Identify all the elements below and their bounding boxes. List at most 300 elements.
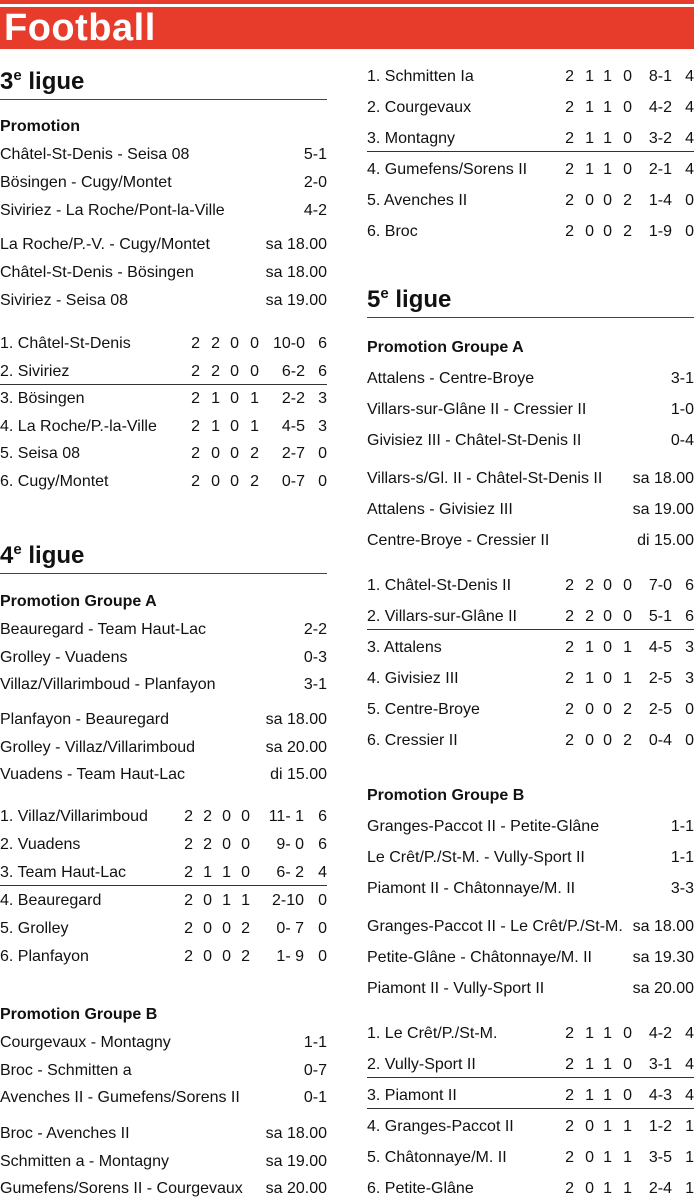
stat-p: 2 bbox=[191, 335, 200, 352]
result-row bbox=[0, 145, 327, 165]
result-row bbox=[0, 1088, 327, 1108]
stat-pts: 4 bbox=[318, 864, 327, 881]
team-name: 1. Châtel-St-Denis II bbox=[367, 577, 512, 594]
stat-pts: 4 bbox=[685, 1025, 694, 1042]
table-row bbox=[367, 1024, 694, 1046]
fixture-row bbox=[0, 291, 327, 311]
stat-pts: 0 bbox=[318, 948, 327, 965]
stat-l: 0 bbox=[623, 1087, 632, 1104]
stat-p: 2 bbox=[565, 1087, 574, 1104]
match-label: Planfayon - Beauregard bbox=[0, 711, 169, 728]
stat-w: 0 bbox=[585, 1149, 594, 1166]
match-score: 1-1 bbox=[670, 818, 694, 835]
match-score: 2-0 bbox=[303, 174, 327, 191]
stat-d: 0 bbox=[603, 639, 612, 656]
stat-d: 1 bbox=[603, 1025, 612, 1042]
match-label: Siviriez - La Roche/Pont-la-Ville bbox=[0, 202, 225, 219]
stat-d: 0 bbox=[222, 808, 231, 825]
stat-p: 2 bbox=[565, 670, 574, 687]
fixture-row bbox=[0, 235, 327, 255]
stat-d: 1 bbox=[603, 1149, 612, 1166]
stat-p: 2 bbox=[565, 68, 574, 85]
stat-p: 2 bbox=[184, 948, 193, 965]
stat-l: 1 bbox=[623, 670, 632, 687]
match-time: sa 20.00 bbox=[265, 738, 327, 756]
stat-d: 1 bbox=[603, 1056, 612, 1073]
group-title: Promotion Groupe A bbox=[0, 593, 157, 610]
team-name: 2. Siviriez bbox=[0, 362, 70, 380]
stat-pts: 4 bbox=[685, 68, 694, 85]
match-score: 4-2 bbox=[303, 202, 327, 219]
team-name: 6. Petite-Glâne bbox=[367, 1180, 474, 1197]
stat-p: 2 bbox=[565, 577, 574, 594]
stat-l: 0 bbox=[623, 161, 632, 178]
stat-w: 0 bbox=[203, 920, 212, 937]
result-row bbox=[367, 431, 694, 451]
stat-d: 1 bbox=[603, 1087, 612, 1104]
team-name: 3. Attalens bbox=[367, 639, 442, 656]
match-label: Granges-Paccot II - Petite-Glâne bbox=[367, 818, 600, 835]
stat-d: 0 bbox=[230, 335, 239, 352]
stat-pts: 0 bbox=[318, 892, 327, 909]
stat-w: 1 bbox=[585, 670, 594, 687]
league-3-heading: 3e ligue bbox=[0, 68, 327, 100]
stat-w: 0 bbox=[585, 701, 594, 718]
team-name: 4. Beauregard bbox=[0, 892, 102, 909]
table-row bbox=[0, 444, 327, 466]
stat-d: 0 bbox=[603, 701, 612, 718]
stat-goals: 6-2 bbox=[281, 362, 305, 380]
stat-w: 2 bbox=[585, 608, 594, 625]
stat-l: 1 bbox=[623, 1180, 632, 1197]
league-4-heading: 4e ligue bbox=[0, 542, 327, 574]
match-score: 0-1 bbox=[303, 1089, 327, 1106]
stat-p: 2 bbox=[565, 1149, 574, 1166]
stat-l: 2 bbox=[250, 473, 259, 490]
table-row bbox=[367, 222, 694, 244]
result-row bbox=[0, 1061, 327, 1081]
stat-pts: 4 bbox=[685, 161, 694, 178]
match-time: sa 18.00 bbox=[265, 711, 327, 728]
stat-d: 0 bbox=[603, 223, 612, 240]
table-row bbox=[0, 807, 327, 829]
match-label: Courgevaux - Montagny bbox=[0, 1034, 171, 1051]
stat-w: 0 bbox=[585, 1118, 594, 1135]
result-row bbox=[367, 848, 694, 868]
stat-p: 2 bbox=[565, 732, 574, 749]
stat-d: 0 bbox=[603, 608, 612, 625]
table-row bbox=[367, 1117, 694, 1139]
group-title: Promotion Groupe B bbox=[367, 787, 525, 804]
stat-goals: 3-5 bbox=[648, 1149, 672, 1166]
match-score: 3-1 bbox=[670, 370, 694, 387]
fixture-row bbox=[0, 1179, 327, 1199]
stat-goals: 0- 7 bbox=[276, 920, 304, 937]
stat-l: 0 bbox=[241, 864, 250, 881]
match-time: sa 18.00 bbox=[265, 1125, 327, 1142]
stat-p: 2 bbox=[565, 701, 574, 718]
stat-goals: 2-5 bbox=[648, 701, 672, 718]
table-row bbox=[367, 129, 694, 152]
fixture-row bbox=[367, 948, 694, 968]
match-label: Châtel-St-Denis - Bösingen bbox=[0, 264, 194, 281]
stat-goals: 0-7 bbox=[281, 473, 305, 490]
stat-d: 1 bbox=[222, 892, 231, 909]
match-time: sa 18.00 bbox=[265, 236, 327, 253]
stat-p: 2 bbox=[184, 836, 193, 853]
match-label: Granges-Paccot II - Le Crêt/P./St-M. bbox=[367, 918, 623, 935]
stat-p: 2 bbox=[565, 223, 574, 240]
stat-goals: 9- 0 bbox=[276, 836, 304, 853]
result-row bbox=[367, 879, 694, 899]
table-row bbox=[367, 700, 694, 722]
stat-pts: 4 bbox=[685, 1087, 694, 1104]
stat-pts: 3 bbox=[318, 390, 327, 408]
stat-goals: 4-5 bbox=[281, 417, 305, 435]
fixture-row bbox=[0, 1152, 327, 1172]
stat-p: 2 bbox=[565, 1180, 574, 1197]
stat-p: 2 bbox=[191, 445, 200, 463]
stat-w: 0 bbox=[203, 948, 212, 965]
team-name: 5. Centre-Broye bbox=[367, 701, 480, 718]
stat-goals: 3-1 bbox=[648, 1056, 672, 1073]
match-label: Broc - Avenches II bbox=[0, 1125, 130, 1142]
match-time: sa 18.00 bbox=[632, 470, 694, 487]
team-name: 1. Châtel-St-Denis bbox=[0, 335, 131, 352]
table-row bbox=[367, 669, 694, 691]
match-label: Villars-sur-Glâne II - Cressier II bbox=[367, 401, 587, 418]
result-row bbox=[0, 201, 327, 221]
stat-w: 0 bbox=[585, 732, 594, 749]
stat-w: 1 bbox=[585, 130, 594, 147]
stat-d: 0 bbox=[230, 390, 239, 408]
team-name: 6. Broc bbox=[367, 223, 418, 240]
stat-d: 0 bbox=[222, 836, 231, 853]
stat-goals: 2-1 bbox=[648, 161, 672, 178]
stat-pts: 0 bbox=[685, 732, 694, 749]
stat-p: 2 bbox=[184, 864, 193, 881]
table-row bbox=[0, 835, 327, 857]
stat-pts: 6 bbox=[685, 577, 694, 594]
stat-goals: 5-1 bbox=[648, 608, 672, 625]
stat-w: 1 bbox=[585, 639, 594, 656]
stat-l: 2 bbox=[241, 920, 250, 937]
stat-w: 0 bbox=[585, 192, 594, 209]
match-score: 0-3 bbox=[303, 648, 327, 666]
team-name: 4. La Roche/P.-la-Ville bbox=[0, 417, 157, 435]
stat-d: 0 bbox=[603, 732, 612, 749]
stat-d: 1 bbox=[603, 1118, 612, 1135]
match-time: sa 19.30 bbox=[632, 949, 694, 966]
stat-w: 1 bbox=[211, 390, 220, 408]
table-row bbox=[367, 731, 694, 753]
match-time: sa 19.00 bbox=[265, 1152, 327, 1170]
stat-w: 1 bbox=[585, 68, 594, 85]
match-label: Châtel-St-Denis - Seisa 08 bbox=[0, 146, 190, 163]
match-time: di 15.00 bbox=[270, 766, 327, 783]
match-label: Villars-s/Gl. II - Châtel-St-Denis II bbox=[367, 470, 603, 487]
match-label: Petite-Glâne - Châtonnaye/M. II bbox=[367, 949, 592, 966]
stat-d: 1 bbox=[603, 68, 612, 85]
right-column bbox=[367, 0, 694, 1201]
stat-l: 0 bbox=[623, 130, 632, 147]
stat-p: 2 bbox=[565, 1056, 574, 1073]
stat-pts: 6 bbox=[318, 362, 327, 380]
team-name: 5. Châtonnaye/M. II bbox=[367, 1149, 507, 1166]
team-name: 2. Vuadens bbox=[0, 836, 81, 853]
fixture-row bbox=[0, 263, 327, 283]
stat-pts: 4 bbox=[685, 130, 694, 147]
group-title: Promotion Groupe A bbox=[367, 339, 524, 356]
match-time: sa 18.00 bbox=[265, 264, 327, 281]
match-score: 1-1 bbox=[303, 1034, 327, 1051]
result-row bbox=[367, 369, 694, 389]
stat-l: 0 bbox=[250, 335, 259, 352]
stat-l: 0 bbox=[241, 836, 250, 853]
stat-w: 1 bbox=[585, 1025, 594, 1042]
stat-pts: 3 bbox=[685, 670, 694, 687]
team-name: 1. Villaz/Villarimboud bbox=[0, 808, 148, 825]
result-row bbox=[0, 620, 327, 640]
team-name: 2. Vully-Sport II bbox=[367, 1056, 476, 1073]
stat-l: 1 bbox=[623, 1118, 632, 1135]
team-name: 1. Schmitten Ia bbox=[367, 68, 474, 85]
table-row bbox=[0, 334, 327, 356]
stat-goals: 1-4 bbox=[648, 192, 672, 209]
group-title: Promotion Groupe B bbox=[0, 1006, 158, 1023]
match-label: Piamont II - Châtonnaye/M. II bbox=[367, 880, 576, 897]
team-name: 3. Montagny bbox=[367, 130, 456, 147]
table-row bbox=[367, 638, 694, 660]
fixture-row bbox=[0, 710, 327, 730]
fixture-row bbox=[367, 531, 694, 551]
team-name: 4. Givisiez III bbox=[367, 670, 459, 687]
stat-pts: 4 bbox=[685, 99, 694, 116]
stat-l: 2 bbox=[623, 192, 632, 209]
stat-pts: 6 bbox=[685, 608, 694, 625]
team-name: 4. Granges-Paccot II bbox=[367, 1118, 514, 1135]
stat-goals: 11- 1 bbox=[268, 808, 304, 825]
stat-goals: 7-0 bbox=[648, 577, 672, 594]
left-column bbox=[0, 0, 327, 1201]
match-score: 1-1 bbox=[670, 849, 694, 866]
match-time: sa 19.00 bbox=[632, 501, 694, 518]
stat-w: 2 bbox=[585, 577, 594, 594]
stat-w: 0 bbox=[585, 223, 594, 240]
stat-goals: 3-2 bbox=[648, 130, 672, 147]
match-label: Broc - Schmitten a bbox=[0, 1061, 132, 1079]
stat-goals: 1-9 bbox=[648, 223, 672, 240]
match-score: 0-4 bbox=[670, 432, 694, 449]
stat-w: 1 bbox=[585, 1087, 594, 1104]
match-time: di 15.00 bbox=[637, 532, 694, 549]
stat-w: 2 bbox=[203, 836, 212, 853]
stat-p: 2 bbox=[184, 920, 193, 937]
table-row bbox=[0, 417, 327, 439]
stat-l: 2 bbox=[623, 732, 632, 749]
stat-p: 2 bbox=[565, 161, 574, 178]
match-label: Beauregard - Team Haut-Lac bbox=[0, 621, 207, 638]
result-row bbox=[367, 400, 694, 420]
stat-p: 2 bbox=[565, 1025, 574, 1042]
stat-d: 1 bbox=[603, 99, 612, 116]
team-name: 2. Courgevaux bbox=[367, 99, 472, 116]
stat-goals: 2-2 bbox=[281, 390, 305, 408]
stat-l: 0 bbox=[623, 1025, 632, 1042]
table-row bbox=[367, 191, 694, 213]
match-label: Le Crêt/P./St-M. - Vully-Sport II bbox=[367, 849, 585, 866]
stat-w: 0 bbox=[211, 445, 220, 463]
stat-p: 2 bbox=[565, 130, 574, 147]
stat-goals: 1- 9 bbox=[276, 948, 304, 965]
match-label: Attalens - Centre-Broye bbox=[367, 370, 535, 387]
stat-pts: 0 bbox=[685, 192, 694, 209]
stat-d: 0 bbox=[230, 417, 239, 435]
stat-goals: 6- 2 bbox=[276, 864, 304, 881]
stat-l: 0 bbox=[250, 362, 259, 380]
stat-goals: 2-4 bbox=[648, 1180, 672, 1197]
match-label: Siviriez - Seisa 08 bbox=[0, 292, 129, 309]
stat-goals: 4-2 bbox=[648, 1025, 672, 1042]
stat-w: 1 bbox=[585, 161, 594, 178]
match-time: sa 19.00 bbox=[265, 292, 327, 309]
result-row bbox=[0, 173, 327, 193]
team-name: 1. Le Crêt/P./St-M. bbox=[367, 1025, 498, 1042]
fixture-row bbox=[0, 738, 327, 758]
stat-l: 2 bbox=[250, 445, 259, 463]
match-label: Avenches II - Gumefens/Sorens II bbox=[0, 1089, 240, 1106]
table-row bbox=[0, 362, 327, 385]
stat-pts: 1 bbox=[685, 1118, 694, 1135]
match-time: sa 20.00 bbox=[265, 1180, 327, 1197]
table-row bbox=[367, 160, 694, 182]
stat-l: 2 bbox=[241, 948, 250, 965]
table-row bbox=[367, 1148, 694, 1170]
stat-pts: 6 bbox=[318, 808, 327, 825]
fixture-row bbox=[0, 765, 327, 785]
stat-pts: 3 bbox=[318, 417, 327, 435]
stat-l: 1 bbox=[623, 1149, 632, 1166]
stat-p: 2 bbox=[565, 192, 574, 209]
stat-p: 2 bbox=[565, 1118, 574, 1135]
table-row bbox=[367, 98, 694, 120]
team-name: 5. Grolley bbox=[0, 920, 69, 937]
fixture-row bbox=[367, 469, 694, 489]
stat-goals: 2-10 bbox=[271, 892, 304, 909]
match-label: La Roche/P.-V. - Cugy/Montet bbox=[0, 236, 210, 253]
team-name: 6. Cugy/Montet bbox=[0, 473, 109, 490]
team-name: 3. Team Haut-Lac bbox=[0, 864, 126, 881]
stat-goals: 4-2 bbox=[648, 99, 672, 116]
match-label: Givisiez III - Châtel-St-Denis II bbox=[367, 432, 582, 449]
stat-p: 2 bbox=[191, 473, 200, 490]
team-name: 2. Villars-sur-Glâne II bbox=[367, 608, 517, 625]
team-name: 5. Avenches II bbox=[367, 192, 468, 209]
stat-p: 2 bbox=[184, 808, 193, 825]
match-label: Bösingen - Cugy/Montet bbox=[0, 174, 172, 191]
stat-d: 1 bbox=[603, 1180, 612, 1197]
result-row bbox=[0, 648, 327, 668]
result-row bbox=[367, 817, 694, 837]
stat-w: 2 bbox=[203, 808, 212, 825]
match-score: 5-1 bbox=[303, 146, 327, 163]
stat-pts: 0 bbox=[318, 445, 327, 463]
stat-p: 2 bbox=[191, 417, 200, 435]
table-row bbox=[367, 1179, 694, 1201]
stat-d: 0 bbox=[603, 670, 612, 687]
stat-l: 2 bbox=[623, 701, 632, 718]
result-row bbox=[0, 1033, 327, 1053]
stat-d: 0 bbox=[603, 192, 612, 209]
stat-pts: 6 bbox=[318, 335, 327, 352]
stat-w: 1 bbox=[211, 417, 220, 435]
stat-goals: 2-5 bbox=[648, 670, 672, 687]
stat-d: 1 bbox=[603, 130, 612, 147]
team-name: 5. Seisa 08 bbox=[0, 445, 81, 463]
stat-d: 0 bbox=[222, 948, 231, 965]
stat-p: 2 bbox=[184, 892, 193, 909]
stat-w: 0 bbox=[211, 473, 220, 490]
stat-goals: 0-4 bbox=[648, 732, 672, 749]
stat-d: 0 bbox=[230, 362, 239, 380]
stat-l: 1 bbox=[250, 417, 259, 435]
team-name: 3. Piamont II bbox=[367, 1087, 457, 1104]
fixture-row bbox=[367, 979, 694, 999]
stat-l: 0 bbox=[623, 608, 632, 625]
match-label: Piamont II - Vully-Sport II bbox=[367, 980, 545, 997]
stat-p: 2 bbox=[565, 608, 574, 625]
table-row bbox=[0, 389, 327, 411]
stat-pts: 0 bbox=[685, 701, 694, 718]
match-score: 0-7 bbox=[303, 1061, 327, 1079]
stat-goals: 2-7 bbox=[281, 445, 305, 463]
table-row bbox=[367, 67, 694, 89]
table-row bbox=[0, 891, 327, 913]
fixture-row bbox=[0, 1124, 327, 1144]
banner-title: Football bbox=[4, 7, 156, 49]
stat-d: 0 bbox=[230, 473, 239, 490]
stat-w: 2 bbox=[211, 362, 220, 380]
stat-l: 0 bbox=[623, 1056, 632, 1073]
table-row bbox=[0, 472, 327, 494]
fixture-row bbox=[367, 917, 694, 937]
match-score: 3-3 bbox=[670, 880, 694, 897]
team-name: 4. Gumefens/Sorens II bbox=[367, 161, 528, 178]
table-row bbox=[367, 576, 694, 598]
match-time: sa 18.00 bbox=[632, 918, 694, 935]
group-title: Promotion bbox=[0, 118, 80, 135]
league-5-heading: 5e ligue bbox=[367, 286, 694, 318]
stat-d: 1 bbox=[222, 864, 231, 881]
match-label: Villaz/Villarimboud - Planfayon bbox=[0, 676, 216, 693]
match-label: Gumefens/Sorens II - Courgevaux bbox=[0, 1180, 243, 1197]
stat-p: 2 bbox=[565, 639, 574, 656]
stat-d: 0 bbox=[230, 445, 239, 463]
stat-l: 0 bbox=[623, 99, 632, 116]
result-row bbox=[0, 675, 327, 695]
match-time: sa 20.00 bbox=[632, 980, 694, 997]
stat-pts: 1 bbox=[685, 1149, 694, 1166]
stat-w: 0 bbox=[203, 892, 212, 909]
table-row bbox=[0, 947, 327, 969]
stat-pts: 4 bbox=[685, 1056, 694, 1073]
match-label: Vuadens - Team Haut-Lac bbox=[0, 766, 185, 783]
stat-d: 0 bbox=[603, 577, 612, 594]
table-row bbox=[0, 919, 327, 941]
stat-l: 1 bbox=[250, 390, 259, 408]
stat-p: 2 bbox=[191, 390, 200, 408]
table-row bbox=[367, 1086, 694, 1109]
